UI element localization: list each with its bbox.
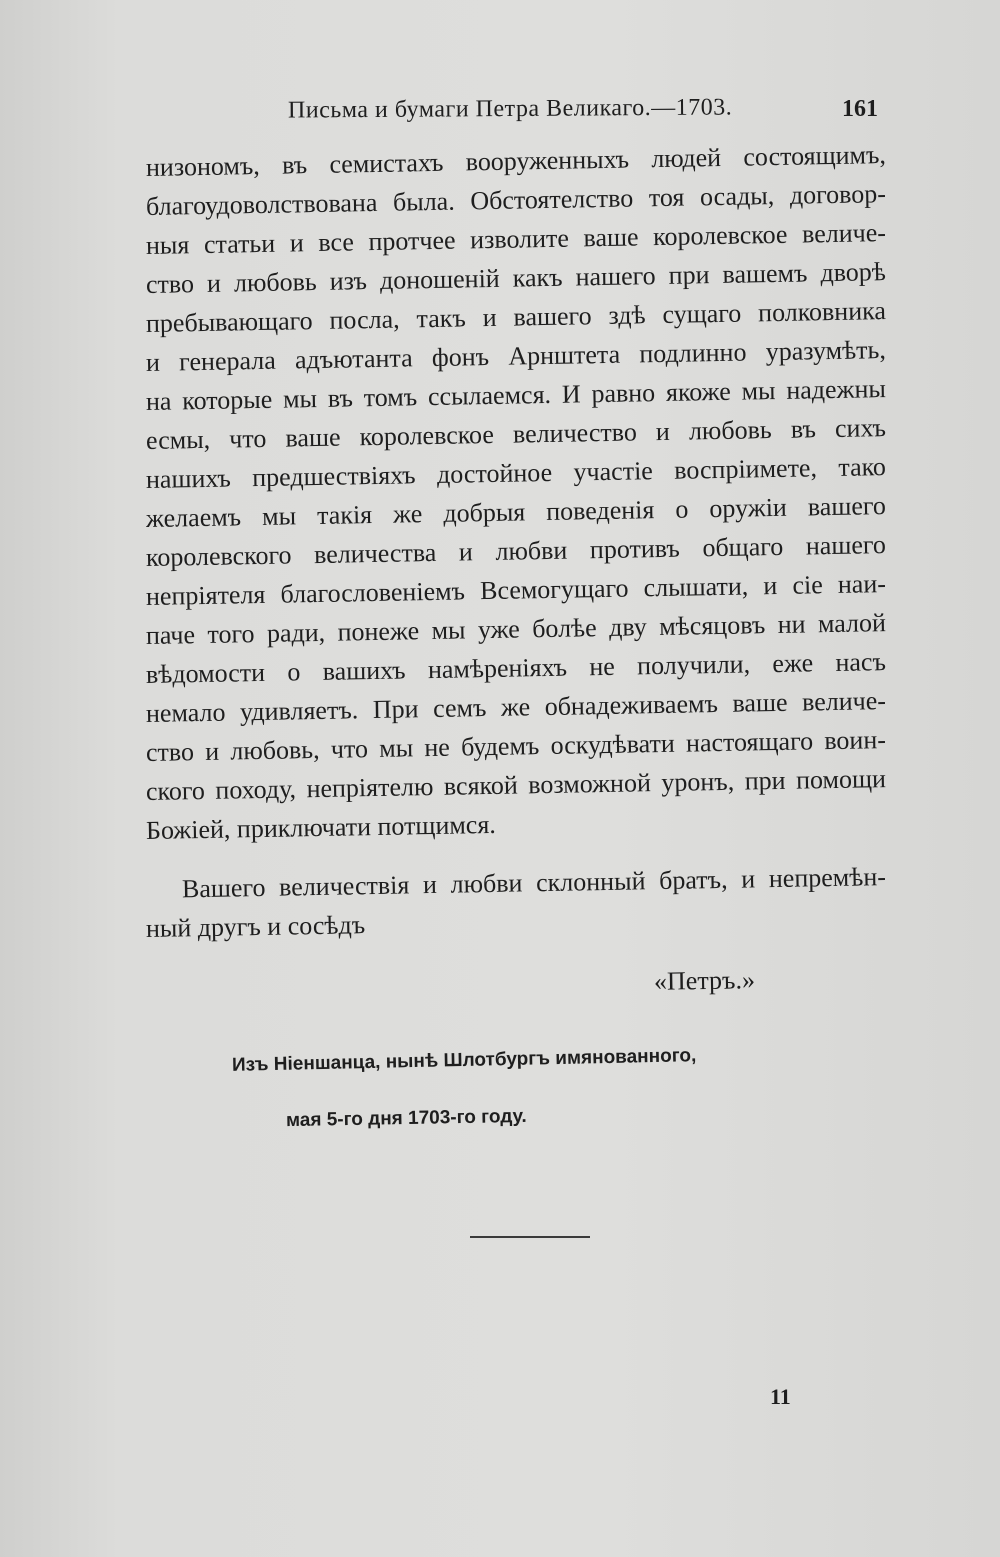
place-line: Изъ Ніеншанца, нынѣ Шлотбургъ имянованного, xyxy=(231,1045,697,1076)
text-line: и генерала адъютанта фонъ Арнштета подлинно уразумѣть, xyxy=(145,335,887,377)
text-line: есмы, что ваше королевское величество и любовь въ сихъ xyxy=(145,413,887,455)
text-line: вѣдомости о вашихъ намѣреніяхъ не получили, еже насъ xyxy=(145,647,887,689)
closing-line: ный другъ и сосѣдъ xyxy=(145,910,366,943)
date-line: мая 5-го дня 1703-го году. xyxy=(285,1105,527,1132)
text-line: нашихъ предшествіяхъ достойное участіе воспріимете, тако xyxy=(145,452,887,494)
text-line: немало удивляетъ. При семъ же обнадеживаемъ ваше величе- xyxy=(145,686,887,728)
closing-line: Вашего величествія и любви склонный братъ, и непремѣн- xyxy=(181,862,887,904)
text-line: желаемъ мы такія же добрыя поведенія о оружіи вашего xyxy=(145,491,887,533)
printer-signature-mark: 11 xyxy=(770,1384,791,1409)
closing-formula xyxy=(145,862,887,948)
text-line: пребывающаго посла, такъ и вашего здѣ сущаго полковника xyxy=(145,296,887,338)
text-line: низономъ, въ семистахъ вооруженныхъ людей состоящимъ, xyxy=(145,140,887,182)
text-line: ство и любовь, что мы не будемъ оскудѣвати настоящаго воин- xyxy=(145,725,887,767)
section-divider xyxy=(470,1236,590,1238)
text-line: на которые мы въ томъ ссылаемся. И равно якоже мы надежны xyxy=(145,374,887,416)
text-line: паче того ради, понеже мы уже болѣе дву мѣсяцовъ ни малой xyxy=(145,608,887,650)
text-line: ство и любовь изъ доношеній какъ нашего при вашемъ дворѣ xyxy=(145,257,887,299)
signature: «Петръ.» xyxy=(653,965,756,996)
text-line: непріятеля благословеніемъ Всемогущаго слышати, и сіе наи- xyxy=(145,569,887,611)
running-title: Письма и бумаги Петра Великаго.—1703. xyxy=(287,94,733,124)
letter-body xyxy=(145,140,887,850)
text-line: ныя статьи и все протчее изволите ваше королевское величе- xyxy=(145,218,887,260)
text-line: благоудоволствована была. Обстоятелство тоя осады, договор- xyxy=(145,179,887,221)
page-number: 161 xyxy=(842,96,878,122)
text-line: ского походу, непріятелю всякой возможной уронъ, при помощи xyxy=(145,764,887,806)
text-line: Божіей, приключати потщимся. xyxy=(145,809,497,845)
text-line: королевского величества и любви противъ общаго нашего xyxy=(145,530,887,572)
